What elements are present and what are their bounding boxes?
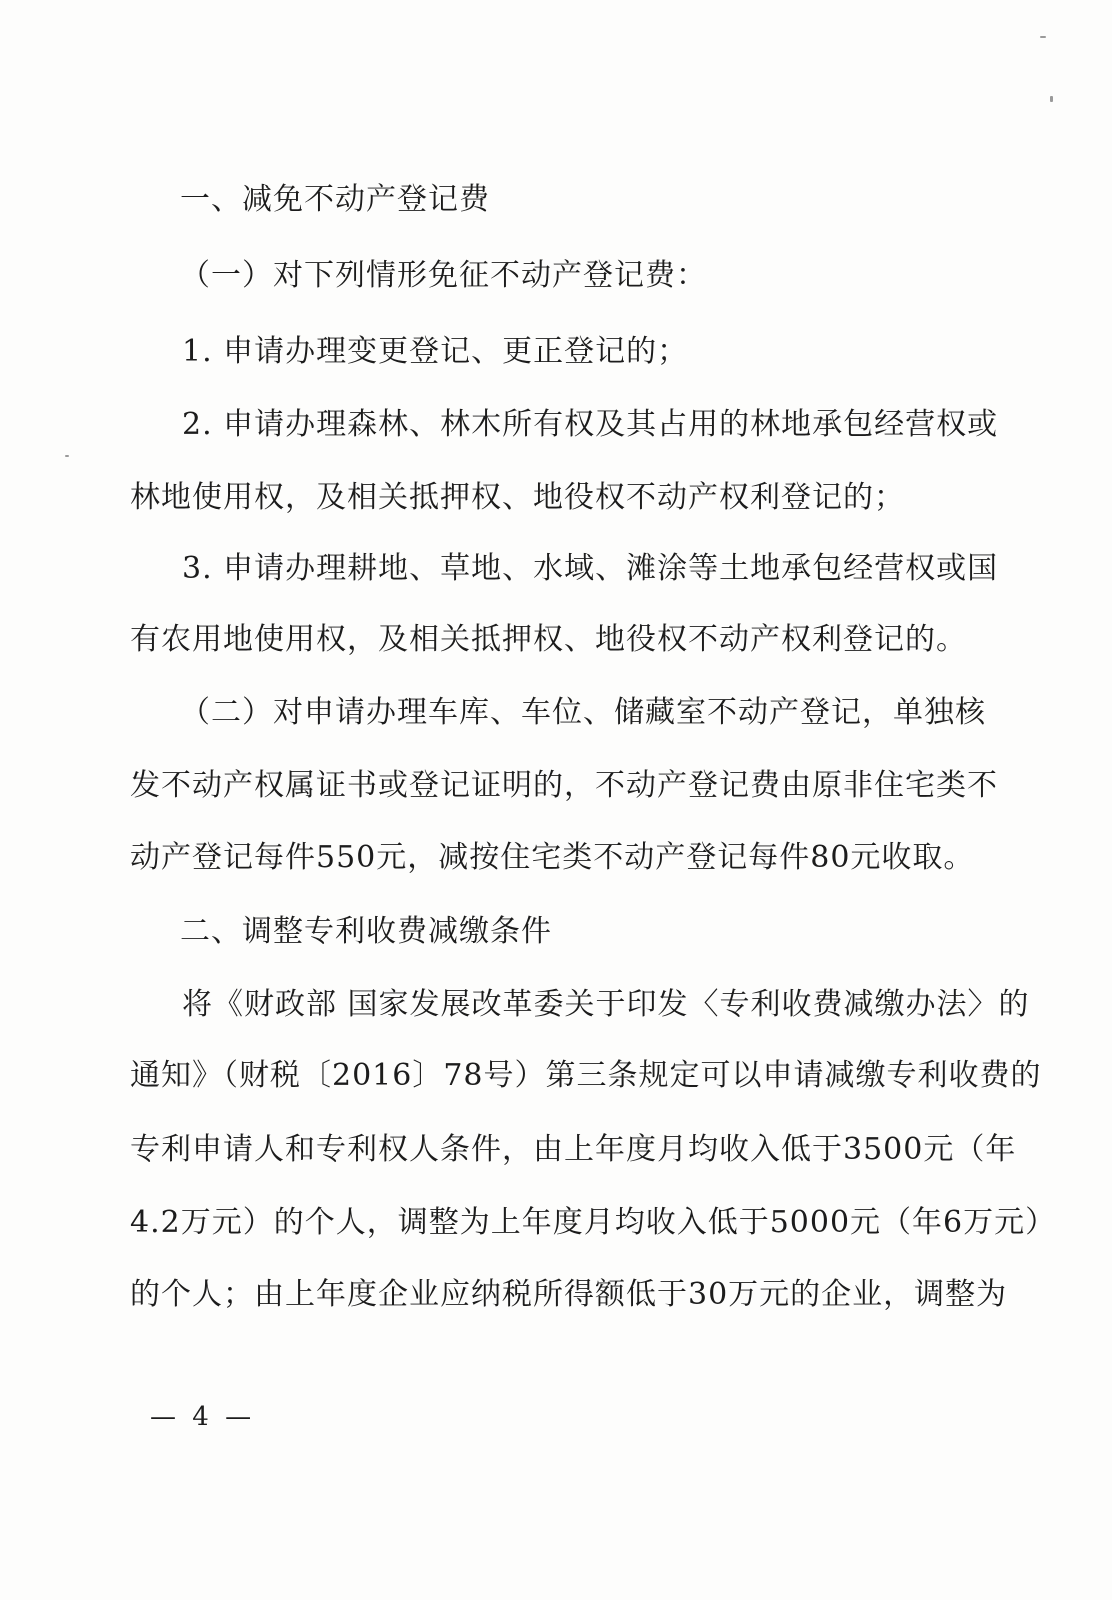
subsection-heading: （二）对申请办理车库、车位、储藏室不动产登记，单独核 [180, 695, 986, 730]
scan-speck [1050, 96, 1053, 102]
body-text-line: 2. 申请办理森林、林木所有权及其占用的林地承包经营权或 [182, 407, 999, 442]
body-text-line: 3. 申请办理耕地、草地、水域、滩涂等土地承包经营权或国 [182, 551, 999, 586]
page-number: — 4 — [150, 1402, 256, 1432]
body-text-line: 专利申请人和专利权人条件，由上年度月均收入低于3500元（年 [130, 1132, 1017, 1167]
body-text-line: 将《财政部 国家发展改革委关于印发〈专利收费减缴办法〉的 [182, 987, 1030, 1022]
body-text-line: 动产登记每件550元，减按住宅类不动产登记每件80元收取。 [130, 840, 975, 875]
body-text-line: 4.2万元）的个人，调整为上年度月均收入低于5000元（年6万元） [130, 1205, 1057, 1240]
section-heading: 二、调整专利收费减缴条件 [180, 914, 552, 949]
body-text-line: 林地使用权，及相关抵押权、地役权不动产权利登记的； [130, 480, 905, 515]
body-text-line: 通知》（财税〔2016〕78号）第三条规定可以申请减缴专利收费的 [130, 1058, 1042, 1093]
body-text-line: 有农用地使用权，及相关抵押权、地役权不动产权利登记的。 [130, 622, 967, 657]
scan-speck [1040, 36, 1046, 38]
subsection-heading: （一）对下列情形免征不动产登记费： [180, 258, 707, 293]
body-text-line: 的个人；由上年度企业应纳税所得额低于30万元的企业，调整为 [130, 1277, 1008, 1312]
body-text-line: 1. 申请办理变更登记、更正登记的； [182, 334, 689, 369]
scan-speck [65, 455, 69, 457]
section-heading: 一、减免不动产登记费 [180, 182, 490, 217]
body-text-line: 发不动产权属证书或登记证明的，不动产登记费由原非住宅类不 [130, 768, 998, 803]
